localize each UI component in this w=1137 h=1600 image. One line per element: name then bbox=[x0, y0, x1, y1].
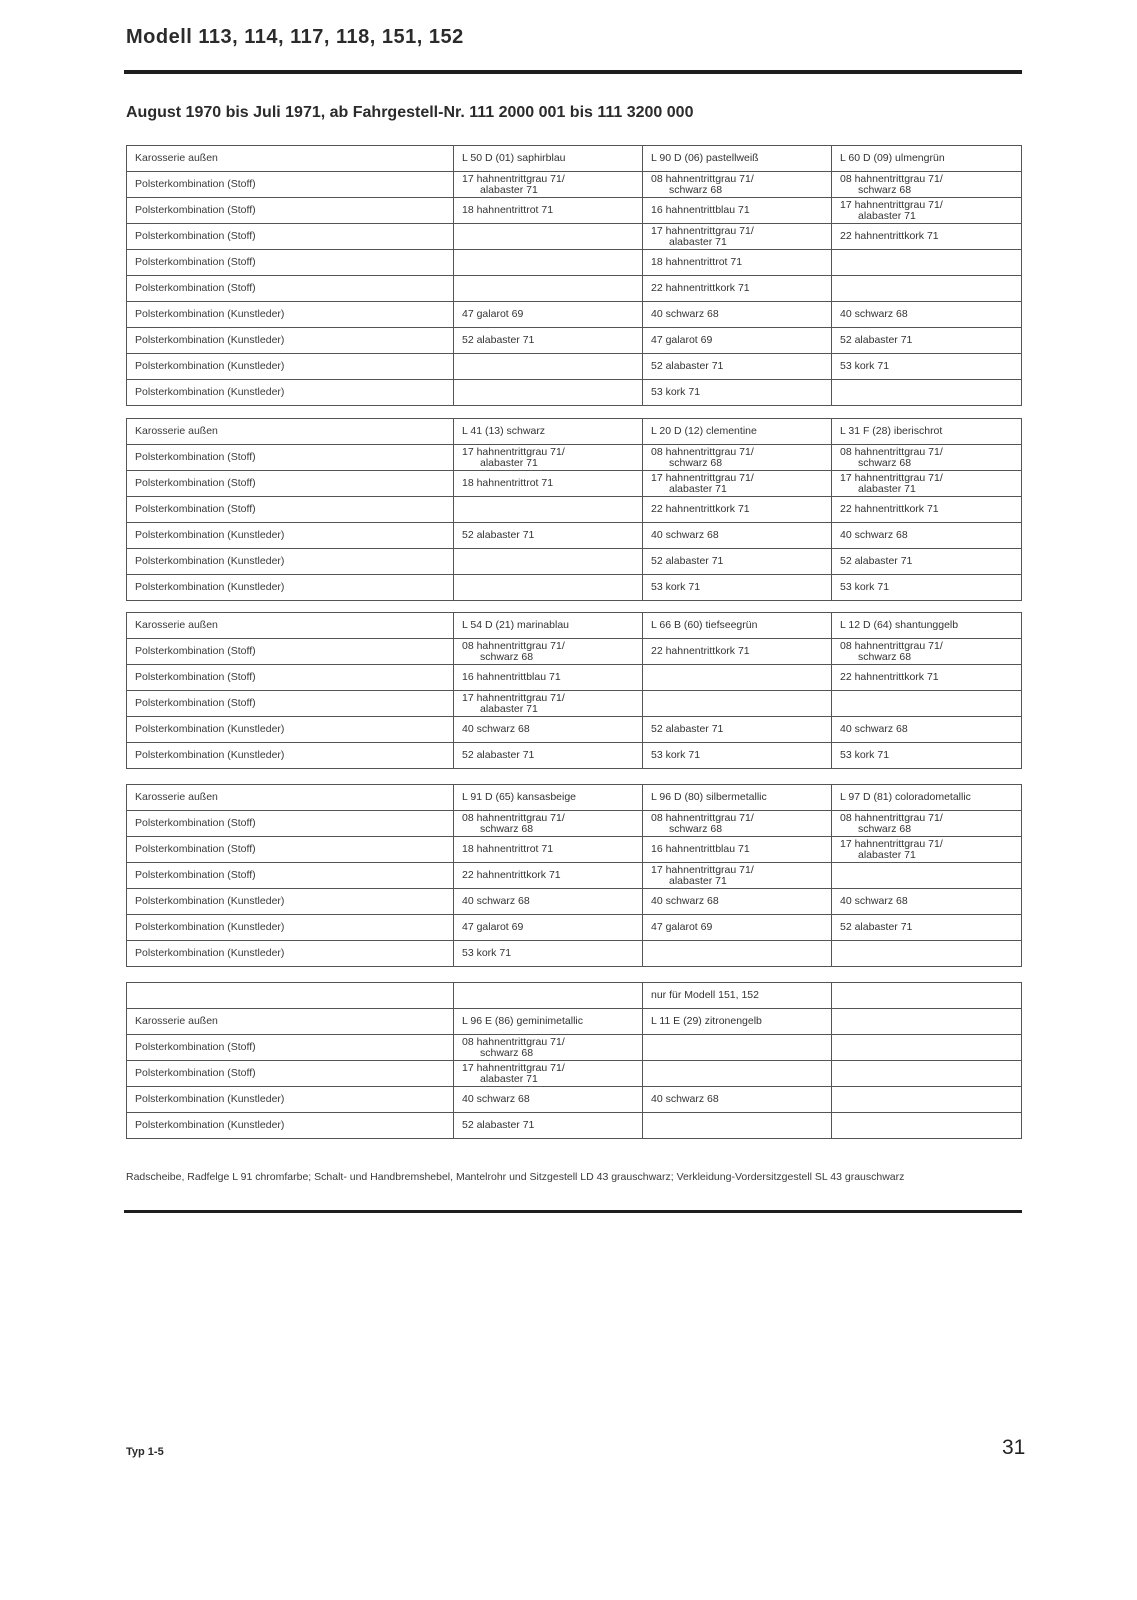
row-label-cell: Polsterkombination (Kunstleder) bbox=[127, 717, 454, 743]
cell-line: 08 hahnentrittgrau 71/ bbox=[651, 811, 754, 824]
cell-line: alabaster 71 bbox=[480, 456, 538, 469]
value-cell: nur für Modell 151, 152 bbox=[643, 983, 832, 1009]
value-cell bbox=[643, 863, 832, 889]
table-header-row bbox=[127, 983, 1022, 1009]
value-cell: 52 alabaster 71 bbox=[454, 743, 643, 769]
value-cell: 47 galarot 69 bbox=[454, 302, 643, 328]
value-cell: 40 schwarz 68 bbox=[454, 889, 643, 915]
value-cell bbox=[643, 1035, 832, 1061]
value-cell: 47 galarot 69 bbox=[643, 915, 832, 941]
table-row bbox=[127, 471, 1022, 497]
cell-line: 08 hahnentrittgrau 71/ bbox=[840, 172, 943, 185]
cell-line: 08 hahnentrittgrau 71/ bbox=[462, 639, 565, 652]
value-cell bbox=[454, 276, 643, 302]
table-row bbox=[127, 837, 1022, 863]
row-label-cell: Polsterkombination (Kunstleder) bbox=[127, 1087, 454, 1113]
table-row bbox=[127, 941, 1022, 967]
value-cell: L 41 (13) schwarz bbox=[454, 419, 643, 445]
value-cell bbox=[832, 811, 1022, 837]
table-row bbox=[127, 1009, 1022, 1035]
cell-line: alabaster 71 bbox=[480, 1072, 538, 1085]
cell-line: 17 hahnentrittgrau 71/ bbox=[840, 471, 943, 484]
row-label-cell: Polsterkombination (Stoff) bbox=[127, 471, 454, 497]
row-label-cell: Polsterkombination (Kunstleder) bbox=[127, 743, 454, 769]
row-label-cell: Polsterkombination (Kunstleder) bbox=[127, 1113, 454, 1139]
value-cell bbox=[832, 1113, 1022, 1139]
table-row bbox=[127, 743, 1022, 769]
row-label-cell: Polsterkombination (Stoff) bbox=[127, 837, 454, 863]
table-row bbox=[127, 276, 1022, 302]
value-cell bbox=[832, 1061, 1022, 1087]
value-cell bbox=[643, 172, 832, 198]
value-cell bbox=[454, 250, 643, 276]
table-row bbox=[127, 445, 1022, 471]
value-cell bbox=[643, 1113, 832, 1139]
value-cell: L 97 D (81) coloradometallic bbox=[832, 785, 1022, 811]
row-label-cell: Polsterkombination (Stoff) bbox=[127, 1061, 454, 1087]
row-label-cell: Polsterkombination (Kunstleder) bbox=[127, 941, 454, 967]
value-cell: L 20 D (12) clementine bbox=[643, 419, 832, 445]
value-cell: 18 hahnentrittrot 71 bbox=[454, 837, 643, 863]
value-cell: 53 kork 71 bbox=[832, 354, 1022, 380]
value-cell bbox=[643, 941, 832, 967]
value-cell: 53 kork 71 bbox=[832, 575, 1022, 601]
row-label-cell: Karosserie außen bbox=[127, 146, 454, 172]
value-cell bbox=[454, 445, 643, 471]
value-cell bbox=[454, 549, 643, 575]
cell-line: schwarz 68 bbox=[669, 183, 723, 196]
color-table-2 bbox=[126, 418, 1022, 601]
value-cell: 40 schwarz 68 bbox=[643, 523, 832, 549]
value-cell: 53 kork 71 bbox=[832, 743, 1022, 769]
value-cell: 22 hahnentrittkork 71 bbox=[643, 497, 832, 523]
value-cell: L 12 D (64) shantunggelb bbox=[832, 613, 1022, 639]
value-cell: 47 galarot 69 bbox=[454, 915, 643, 941]
row-label-cell: Polsterkombination (Stoff) bbox=[127, 172, 454, 198]
table-row bbox=[127, 328, 1022, 354]
table-row bbox=[127, 1087, 1022, 1113]
value-cell: L 96 E (86) geminimetallic bbox=[454, 1009, 643, 1035]
cell-line: 08 hahnentrittgrau 71/ bbox=[651, 445, 754, 458]
table-row bbox=[127, 198, 1022, 224]
row-label-cell: Polsterkombination (Kunstleder) bbox=[127, 380, 454, 406]
value-cell bbox=[832, 250, 1022, 276]
value-cell: 16 hahnentrittblau 71 bbox=[643, 837, 832, 863]
value-cell bbox=[643, 471, 832, 497]
cell-line: 17 hahnentrittgrau 71/ bbox=[840, 198, 943, 211]
value-cell bbox=[454, 1035, 643, 1061]
table-header-row bbox=[127, 785, 1022, 811]
value-cell bbox=[832, 863, 1022, 889]
row-label-cell: Karosserie außen bbox=[127, 613, 454, 639]
value-cell: 16 hahnentrittblau 71 bbox=[454, 665, 643, 691]
cell-line: 17 hahnentrittgrau 71/ bbox=[462, 445, 565, 458]
value-cell: 22 hahnentrittkork 71 bbox=[643, 276, 832, 302]
value-cell bbox=[643, 1061, 832, 1087]
table-row bbox=[127, 302, 1022, 328]
cell-line: alabaster 71 bbox=[669, 482, 727, 495]
cell-line: 08 hahnentrittgrau 71/ bbox=[840, 811, 943, 824]
cell-line: schwarz 68 bbox=[858, 183, 912, 196]
value-cell bbox=[643, 665, 832, 691]
row-label-cell: Polsterkombination (Stoff) bbox=[127, 863, 454, 889]
table-header-row bbox=[127, 419, 1022, 445]
value-cell bbox=[832, 1087, 1022, 1113]
top-rule bbox=[124, 70, 1022, 74]
cell-line: alabaster 71 bbox=[858, 209, 916, 222]
table-row bbox=[127, 523, 1022, 549]
cell-line: 17 hahnentrittgrau 71/ bbox=[462, 691, 565, 704]
model-title: Modell 113, 114, 117, 118, 151, 152 bbox=[126, 26, 464, 48]
row-label-cell: Polsterkombination (Stoff) bbox=[127, 497, 454, 523]
value-cell: 52 alabaster 71 bbox=[454, 1113, 643, 1139]
cell-line: 08 hahnentrittgrau 71/ bbox=[840, 639, 943, 652]
cell-line: alabaster 71 bbox=[858, 848, 916, 861]
row-label-cell: Polsterkombination (Stoff) bbox=[127, 811, 454, 837]
cell-line: alabaster 71 bbox=[669, 874, 727, 887]
cell-line: schwarz 68 bbox=[480, 1046, 534, 1059]
value-cell: 40 schwarz 68 bbox=[832, 523, 1022, 549]
value-cell: L 66 B (60) tiefseegrün bbox=[643, 613, 832, 639]
table-row bbox=[127, 889, 1022, 915]
table-row bbox=[127, 1061, 1022, 1087]
value-cell bbox=[454, 575, 643, 601]
value-cell bbox=[832, 691, 1022, 717]
value-cell: L 54 D (21) marinablau bbox=[454, 613, 643, 639]
value-cell: 53 kork 71 bbox=[454, 941, 643, 967]
value-cell bbox=[832, 1009, 1022, 1035]
row-label-cell: Polsterkombination (Stoff) bbox=[127, 250, 454, 276]
table-row bbox=[127, 575, 1022, 601]
table-row bbox=[127, 354, 1022, 380]
value-cell bbox=[832, 983, 1022, 1009]
value-cell bbox=[454, 983, 643, 1009]
table-row bbox=[127, 549, 1022, 575]
value-cell bbox=[454, 1061, 643, 1087]
value-cell bbox=[454, 380, 643, 406]
value-cell: 52 alabaster 71 bbox=[454, 523, 643, 549]
value-cell bbox=[832, 471, 1022, 497]
row-label-cell: Polsterkombination (Kunstleder) bbox=[127, 889, 454, 915]
footer-type-label: Typ 1-5 bbox=[126, 1446, 164, 1458]
cell-line: schwarz 68 bbox=[480, 650, 534, 663]
row-label-cell: Polsterkombination (Stoff) bbox=[127, 198, 454, 224]
value-cell: 53 kork 71 bbox=[643, 380, 832, 406]
row-label-cell: Polsterkombination (Kunstleder) bbox=[127, 575, 454, 601]
value-cell: 22 hahnentrittkork 71 bbox=[454, 863, 643, 889]
value-cell: 40 schwarz 68 bbox=[643, 1087, 832, 1113]
cell-line: schwarz 68 bbox=[858, 650, 912, 663]
value-cell: L 11 E (29) zitronengelb bbox=[643, 1009, 832, 1035]
cell-line: 08 hahnentrittgrau 71/ bbox=[462, 1035, 565, 1048]
value-cell: 22 hahnentrittkork 71 bbox=[643, 639, 832, 665]
cell-line: alabaster 71 bbox=[480, 702, 538, 715]
table-row bbox=[127, 863, 1022, 889]
value-cell: 22 hahnentrittkork 71 bbox=[832, 665, 1022, 691]
color-table-4 bbox=[126, 784, 1022, 967]
cell-line: schwarz 68 bbox=[858, 456, 912, 469]
row-label-cell: Karosserie außen bbox=[127, 785, 454, 811]
value-cell: 52 alabaster 71 bbox=[832, 328, 1022, 354]
cell-line: 08 hahnentrittgrau 71/ bbox=[462, 811, 565, 824]
row-label-cell bbox=[127, 983, 454, 1009]
row-label-cell: Polsterkombination (Stoff) bbox=[127, 1035, 454, 1061]
table-row bbox=[127, 811, 1022, 837]
table-row bbox=[127, 1035, 1022, 1061]
value-cell: 16 hahnentrittblau 71 bbox=[643, 198, 832, 224]
cell-line: schwarz 68 bbox=[858, 822, 912, 835]
row-label-cell: Polsterkombination (Stoff) bbox=[127, 691, 454, 717]
value-cell bbox=[832, 445, 1022, 471]
cell-line: 17 hahnentrittgrau 71/ bbox=[462, 172, 565, 185]
value-cell: L 31 F (28) iberischrot bbox=[832, 419, 1022, 445]
color-table-1 bbox=[126, 145, 1022, 406]
value-cell bbox=[832, 837, 1022, 863]
cell-line: schwarz 68 bbox=[669, 456, 723, 469]
table-row bbox=[127, 224, 1022, 250]
table-row bbox=[127, 691, 1022, 717]
value-cell bbox=[454, 354, 643, 380]
value-cell: 52 alabaster 71 bbox=[454, 328, 643, 354]
table-row bbox=[127, 665, 1022, 691]
color-table-3 bbox=[126, 612, 1022, 769]
value-cell: 40 schwarz 68 bbox=[643, 889, 832, 915]
value-cell bbox=[832, 276, 1022, 302]
value-cell: L 91 D (65) kansasbeige bbox=[454, 785, 643, 811]
value-cell: 40 schwarz 68 bbox=[454, 717, 643, 743]
value-cell: 18 hahnentrittrot 71 bbox=[454, 198, 643, 224]
value-cell: 18 hahnentrittrot 71 bbox=[454, 471, 643, 497]
value-cell bbox=[454, 691, 643, 717]
cell-line: alabaster 71 bbox=[480, 183, 538, 196]
value-cell: L 90 D (06) pastellweiß bbox=[643, 146, 832, 172]
table-row bbox=[127, 717, 1022, 743]
footnote: Radscheibe, Radfelge L 91 chromfarbe; Schalt- und Handbremshebel, Mantelrohr und Sitzgestell LD 43 grauschwarz; Verkleidung-Vordersitzgestell SL 43 grauschwarz bbox=[126, 1171, 905, 1183]
value-cell: 18 hahnentrittrot 71 bbox=[643, 250, 832, 276]
row-label-cell: Polsterkombination (Stoff) bbox=[127, 639, 454, 665]
cell-line: 08 hahnentrittgrau 71/ bbox=[651, 172, 754, 185]
table-row bbox=[127, 639, 1022, 665]
value-cell: 40 schwarz 68 bbox=[643, 302, 832, 328]
table-row bbox=[127, 497, 1022, 523]
value-cell bbox=[454, 224, 643, 250]
value-cell: 40 schwarz 68 bbox=[454, 1087, 643, 1113]
value-cell bbox=[832, 380, 1022, 406]
page-number: 31 bbox=[1002, 1436, 1026, 1459]
value-cell bbox=[832, 639, 1022, 665]
value-cell: 52 alabaster 71 bbox=[643, 354, 832, 380]
row-label-cell: Polsterkombination (Kunstleder) bbox=[127, 549, 454, 575]
row-label-cell: Karosserie außen bbox=[127, 1009, 454, 1035]
value-cell bbox=[454, 172, 643, 198]
color-table-5 bbox=[126, 982, 1022, 1139]
value-cell: 52 alabaster 71 bbox=[643, 549, 832, 575]
value-cell: 22 hahnentrittkork 71 bbox=[832, 224, 1022, 250]
table-row bbox=[127, 250, 1022, 276]
row-label-cell: Polsterkombination (Kunstleder) bbox=[127, 354, 454, 380]
cell-line: 17 hahnentrittgrau 71/ bbox=[840, 837, 943, 850]
cell-line: 17 hahnentrittgrau 71/ bbox=[651, 863, 754, 876]
value-cell: 53 kork 71 bbox=[643, 575, 832, 601]
value-cell bbox=[643, 224, 832, 250]
row-label-cell: Polsterkombination (Stoff) bbox=[127, 276, 454, 302]
value-cell: 52 alabaster 71 bbox=[643, 717, 832, 743]
row-label-cell: Polsterkombination (Kunstleder) bbox=[127, 915, 454, 941]
table-row bbox=[127, 380, 1022, 406]
value-cell bbox=[643, 445, 832, 471]
cell-line: 17 hahnentrittgrau 71/ bbox=[462, 1061, 565, 1074]
value-cell bbox=[454, 811, 643, 837]
cell-line: 17 hahnentrittgrau 71/ bbox=[651, 224, 754, 237]
value-cell bbox=[832, 941, 1022, 967]
cell-line: alabaster 71 bbox=[669, 235, 727, 248]
value-cell: L 60 D (09) ulmengrün bbox=[832, 146, 1022, 172]
value-cell: 22 hahnentrittkork 71 bbox=[832, 497, 1022, 523]
value-cell bbox=[643, 811, 832, 837]
cell-line: schwarz 68 bbox=[480, 822, 534, 835]
value-cell bbox=[832, 198, 1022, 224]
cell-line: 08 hahnentrittgrau 71/ bbox=[840, 445, 943, 458]
date-range-subtitle: August 1970 bis Juli 1971, ab Fahrgestell-Nr. 111 2000 001 bis 111 3200 000 bbox=[126, 104, 694, 121]
value-cell bbox=[643, 691, 832, 717]
row-label-cell: Polsterkombination (Kunstleder) bbox=[127, 523, 454, 549]
row-label-cell: Polsterkombination (Stoff) bbox=[127, 445, 454, 471]
row-label-cell: Polsterkombination (Stoff) bbox=[127, 224, 454, 250]
value-cell: 40 schwarz 68 bbox=[832, 889, 1022, 915]
value-cell bbox=[454, 639, 643, 665]
value-cell: 40 schwarz 68 bbox=[832, 302, 1022, 328]
value-cell: L 50 D (01) saphirblau bbox=[454, 146, 643, 172]
cell-line: schwarz 68 bbox=[669, 822, 723, 835]
value-cell bbox=[832, 172, 1022, 198]
value-cell: 53 kork 71 bbox=[643, 743, 832, 769]
table-header-row bbox=[127, 613, 1022, 639]
value-cell: L 96 D (80) silbermetallic bbox=[643, 785, 832, 811]
value-cell: 47 galarot 69 bbox=[643, 328, 832, 354]
row-label-cell: Polsterkombination (Stoff) bbox=[127, 665, 454, 691]
value-cell bbox=[832, 1035, 1022, 1061]
row-label-cell: Karosserie außen bbox=[127, 419, 454, 445]
table-header-row bbox=[127, 146, 1022, 172]
row-label-cell: Polsterkombination (Kunstleder) bbox=[127, 328, 454, 354]
bottom-rule bbox=[124, 1210, 1022, 1213]
value-cell: 52 alabaster 71 bbox=[832, 549, 1022, 575]
value-cell bbox=[454, 497, 643, 523]
value-cell: 40 schwarz 68 bbox=[832, 717, 1022, 743]
table-row bbox=[127, 172, 1022, 198]
table-row bbox=[127, 915, 1022, 941]
table-row bbox=[127, 1113, 1022, 1139]
row-label-cell: Polsterkombination (Kunstleder) bbox=[127, 302, 454, 328]
cell-line: alabaster 71 bbox=[858, 482, 916, 495]
cell-line: 17 hahnentrittgrau 71/ bbox=[651, 471, 754, 484]
value-cell: 52 alabaster 71 bbox=[832, 915, 1022, 941]
